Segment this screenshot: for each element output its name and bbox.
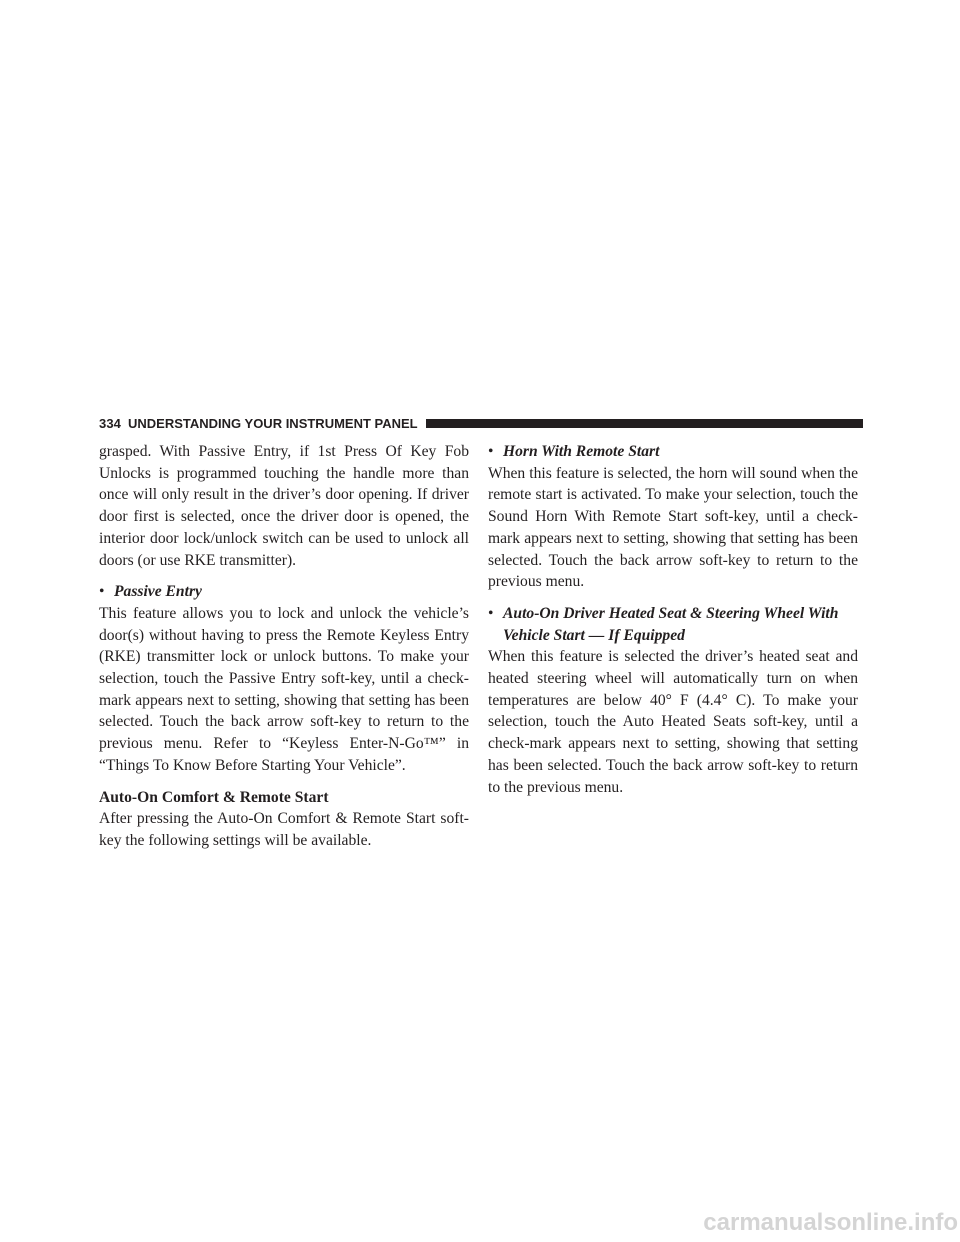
right-column bbox=[488, 441, 858, 798]
heated-seat-paragraph: When this feature is selected the driver’s heated seat and heated steering wheel will automatically turn on when temperatures are below 40° F (4.4° C). To make your selection, touch the Auto Heated Seats soft-key, until a check-mark appears next to setting, showing that setting has been selected. Touch the back arrow soft-key to return to the previous menu. bbox=[488, 648, 858, 796]
section-title: UNDERSTANDING YOUR INSTRUMENT PANEL bbox=[128, 416, 418, 431]
page-header bbox=[99, 416, 863, 431]
continued-paragraph: grasped. With Passive Entry, if 1st Press Of Key Fob Unlocks is programmed touching the handle more than once will only result in the driver’s door opening. If driver door first is selected, once the driver door is opened, the interior door lock/unlock switch can be used to unlock all doors (or use RKE transmitter). bbox=[99, 443, 469, 569]
svg-text:carmanualsonline.info: carmanualsonline.info bbox=[703, 1212, 958, 1236]
bullet-passive-entry bbox=[99, 581, 469, 603]
subheading-auto-on-comfort: Auto-On Comfort & Remote Start bbox=[99, 788, 329, 806]
bullet-heading: Passive Entry bbox=[114, 583, 202, 601]
header-rule bbox=[426, 419, 863, 428]
passive-entry-paragraph: This feature allows you to lock and unlock the vehicle’s door(s) without having to press the Remote Keyless Entry (RKE) transmitter lock or unlock buttons. To make your selection, touch the Passive Entry soft-key, until a check-mark appears next to setting, showing that setting has been selected. Touch the back arrow soft-key to return to the previous menu. Refer to “Keyless Enter-N-Go™” in “Things To Know Before Starting Your Vehicle”. bbox=[99, 604, 469, 774]
bullet-heading: Auto-On Driver Heated Seat & Steering Wheel With Vehicle Start — If Equipped bbox=[503, 604, 839, 644]
bullet-heading: Horn With Remote Start bbox=[503, 443, 660, 460]
bullet-horn-remote-start bbox=[488, 441, 858, 463]
horn-remote-start-paragraph: When this feature is selected, the horn will sound when the remote start is activated. To make your selection, touch the Sound Horn With Remote Start soft-key, until a check-mark appears next to setting, showing that setting has been selected. Touch the back arrow soft-key to return to the previous menu. bbox=[488, 464, 858, 591]
page-number: 334 bbox=[99, 416, 121, 431]
auto-on-comfort-paragraph: After pressing the Auto-On Comfort & Remote Start soft-key the following settings will be available. bbox=[99, 810, 469, 849]
bullet-icon: • bbox=[488, 604, 494, 622]
bullet-icon: • bbox=[99, 583, 105, 601]
left-column bbox=[99, 441, 469, 852]
bullet-icon: • bbox=[488, 443, 494, 460]
watermark-logo bbox=[0, 1212, 960, 1242]
bullet-heated-seat bbox=[488, 603, 858, 646]
